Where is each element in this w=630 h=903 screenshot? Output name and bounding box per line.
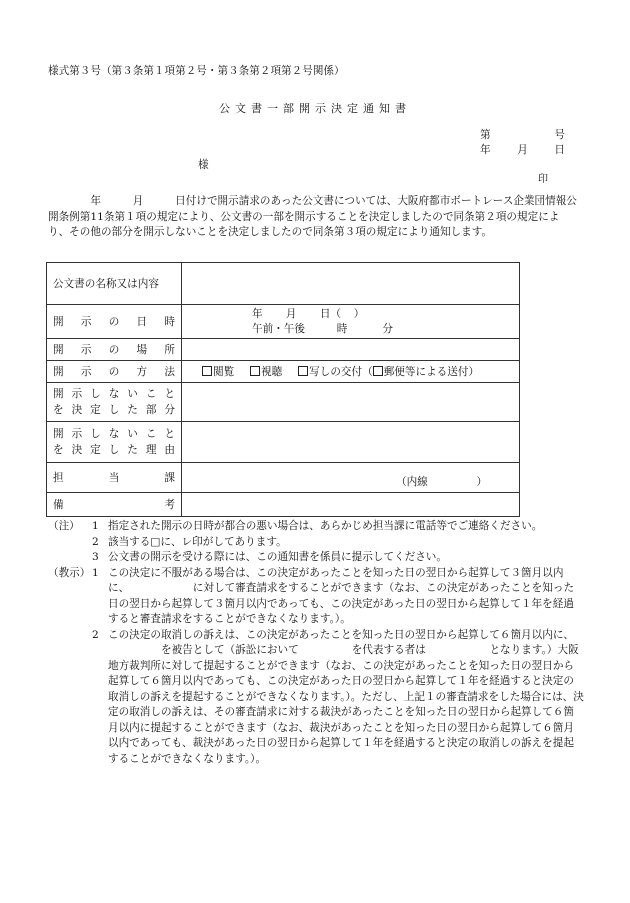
checkbox-copy[interactable] bbox=[298, 366, 308, 376]
disclosure-form-table bbox=[46, 262, 520, 517]
value-disclosure-method bbox=[182, 361, 520, 383]
instruction-item-1: （教示） 1 この決定に不服がある場合は、この決定があったことを知った日の翌日から起算して３箇月以内に、 に対して審査請求をすることができます（なお、この決定があったことを知った日の翌日から起算して３箇月以内であっても、この決定があった日の翌日から起算して１年を経過すると審査請求をすることができなくなります。）。 bbox=[48, 566, 584, 628]
label-withheld-part bbox=[53, 386, 175, 418]
row-document-name bbox=[47, 263, 520, 305]
label-line-2: を 決 定 し た 部 分 bbox=[53, 404, 175, 416]
label-disclosure-datetime: 開 示 の 日 時 bbox=[53, 316, 175, 328]
checkbox-viewing[interactable] bbox=[202, 366, 212, 376]
notes-section bbox=[48, 519, 584, 767]
method-listening: 視聴 bbox=[261, 366, 283, 378]
value-document-name[interactable] bbox=[182, 263, 520, 305]
instructions-heading: （教示） bbox=[48, 566, 91, 579]
datetime-time-line: 午前・午後 時 分 bbox=[252, 322, 393, 335]
value-disclosure-datetime[interactable] bbox=[182, 305, 520, 339]
value-withheld-part[interactable] bbox=[182, 383, 520, 422]
seal-mark: 印 bbox=[538, 174, 548, 185]
note-item-2: 2 該当する□に、レ印がしてあります。 bbox=[92, 535, 287, 548]
row-disclosure-datetime bbox=[47, 305, 520, 339]
intro-text: 日付けで開示請求のあった公文書については、大阪府都市ボートレース企業団情報公開条例第11条第１項の規定により、公文書の一部を開示することを決定しましたので同条第２項の規定により、その他の部分を開示しないことを決定しましたので同条第３項の規定により通知します。 bbox=[48, 195, 577, 238]
label-department: 担 当 課 bbox=[53, 472, 175, 484]
label-line-2: を 決 定 し た 理 由 bbox=[53, 444, 175, 456]
number-prefix: 第 bbox=[480, 129, 491, 141]
label-line-1: 開 示 し な い こ と bbox=[53, 388, 175, 400]
row-disclosure-place bbox=[47, 339, 520, 361]
number-suffix: 号 bbox=[554, 129, 565, 141]
extension-close: ） bbox=[476, 476, 488, 488]
row-withheld-part bbox=[47, 383, 520, 422]
row-withheld-reason bbox=[47, 422, 520, 463]
method-viewing: 閲覧 bbox=[213, 366, 235, 378]
label-document-name: 公文書の名称又は内容 bbox=[47, 263, 182, 305]
issue-month: 月 bbox=[517, 144, 528, 156]
label-disclosure-method: 開 示 の 方 法 bbox=[53, 366, 175, 378]
datetime-date-line: 年 月 日（ ） bbox=[252, 307, 365, 320]
extension-label: （内線 bbox=[396, 476, 428, 488]
addressee-suffix: 様 bbox=[198, 159, 209, 171]
form-number: 様式第３号（第３条第１項第２号・第３条第２項第２号関係） bbox=[48, 65, 345, 77]
value-department[interactable] bbox=[182, 463, 520, 493]
note-item-3: 3 公文書の開示を受ける際には、この通知書を係員に提示してください。 bbox=[92, 551, 447, 563]
label-remarks: 備 考 bbox=[53, 499, 175, 511]
row-disclosure-method bbox=[47, 361, 520, 383]
label-withheld-reason bbox=[53, 426, 175, 458]
checkbox-listening[interactable] bbox=[250, 366, 260, 376]
row-department bbox=[47, 463, 520, 493]
instruction-item-2: 2 この決定の取消しの訴えは、この決定があったことを知った日の翌日から起算して６箇月以内に、を被告として（訴訟において を代表する者は となります。）大阪地方裁判所に対して提起することができます（なお、この決定があったことを知った日の翌日から起算して６箇月以内であっても、この決定があった日の翌日から起算して１年を経過すると決定の取消しの訴えを提起することができなくなります。）。ただし、上記１の審査請求をした場合には、決定の取消しの訴えは、その審査請求に対する裁決があったことを知った日の翌日から起算して６箇月以内に提起することができます（なお、裁決があったことを知った日の翌日から起算して６箇月以内であっても、裁決があった日の翌日から起算して１年を経過すると決定の取消しの訴えを提起することができなくなります。）。 bbox=[92, 628, 584, 765]
checkbox-mail[interactable] bbox=[373, 366, 383, 376]
issue-year: 年 bbox=[480, 144, 491, 156]
intro-year: 年 bbox=[90, 195, 101, 207]
row-remarks bbox=[47, 493, 520, 517]
method-copy: 写しの交付（ bbox=[309, 366, 373, 378]
notes-heading: （注） bbox=[48, 520, 80, 532]
value-remarks[interactable] bbox=[182, 493, 520, 517]
method-mail: 郵便等による送付） bbox=[383, 366, 480, 378]
value-withheld-reason[interactable] bbox=[182, 422, 520, 463]
document-number bbox=[480, 127, 565, 142]
intro-paragraph bbox=[48, 194, 578, 241]
label-line-1: 開 示 し な い こ と bbox=[53, 428, 175, 440]
intro-month: 月 bbox=[132, 195, 144, 207]
label-disclosure-place: 開 示 の 場 所 bbox=[53, 344, 175, 356]
note-item-1: （注） 1 指定された開示の日時が都合の悪い場合は、あらかじめ担当課に電話等でご連絡ください。 bbox=[48, 519, 584, 535]
value-disclosure-place[interactable] bbox=[182, 339, 520, 361]
issue-day: 日 bbox=[554, 144, 565, 156]
issue-date bbox=[480, 142, 565, 157]
document-title: 公文書一部開示決定通知書 bbox=[219, 102, 411, 115]
